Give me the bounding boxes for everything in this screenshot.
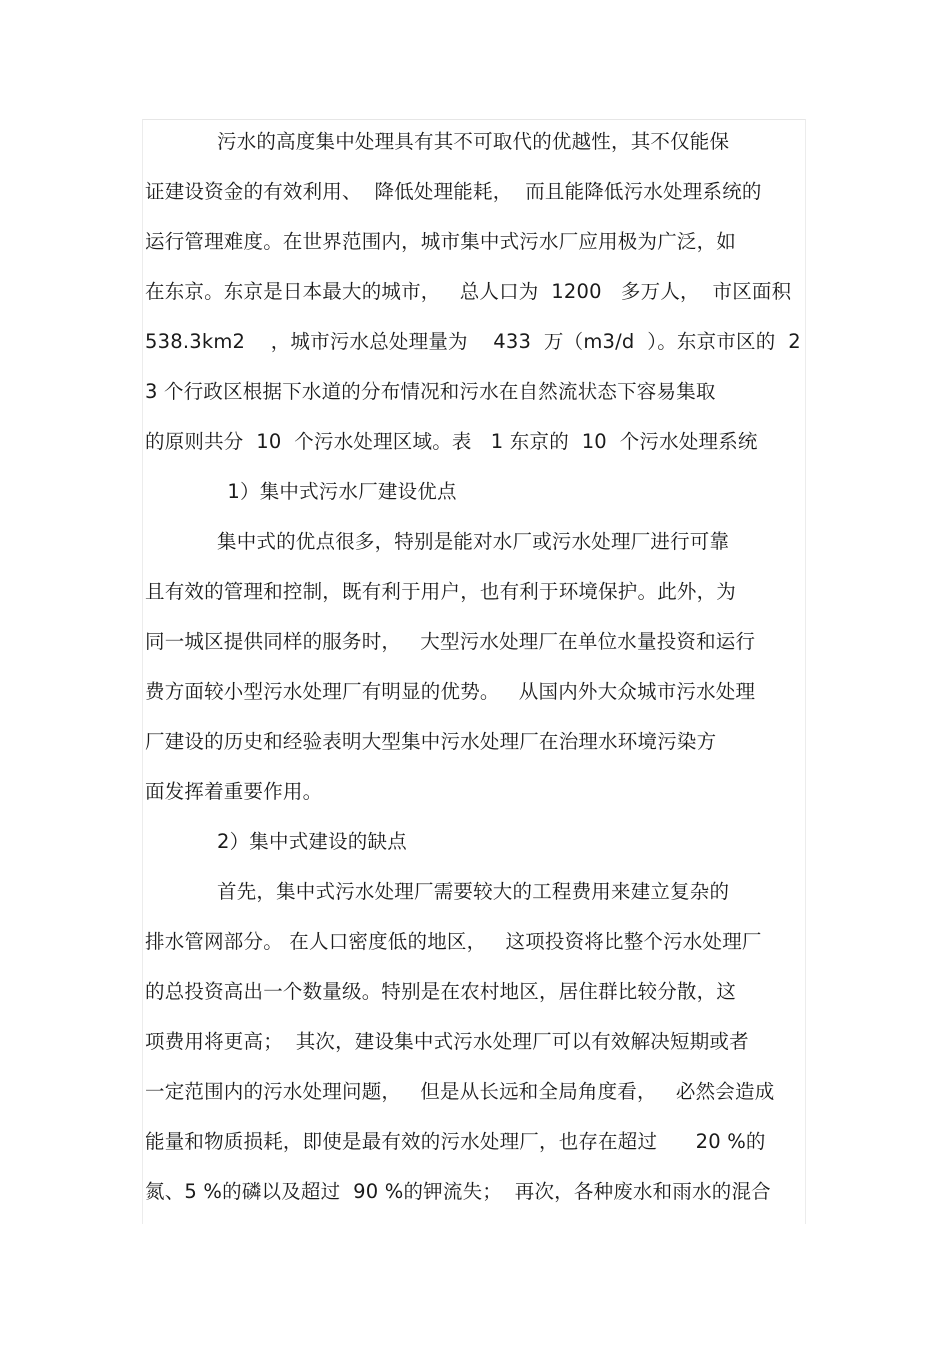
paragraph-line: 同一城区提供同样的服务时， 大型污水处理厂在单位水量投资和运行 — [145, 630, 756, 653]
paragraph-line: 的原则共分 10 个污水处理区域。表 1 东京的 10 个污水处理系统 — [145, 430, 758, 453]
paragraph-line: 证建设资金的有效利用、 降低处理能耗， 而且能降低污水处理系统的 — [145, 180, 762, 203]
section-heading: 1）集中式污水厂建设优点 — [221, 480, 457, 503]
section-heading: 2）集中式建设的缺点 — [217, 830, 407, 853]
paragraph-line: 污水的高度集中处理具有其不可取代的优越性，其不仅能保 — [217, 130, 730, 153]
paragraph-line: 运行管理难度。在世界范围内，城市集中式污水厂应用极为广泛，如 — [145, 230, 737, 253]
paragraph-line: 氮、5 %的磷以及超过 90 %的钾流失； 再次，各种废水和雨水的混合 — [145, 1180, 771, 1203]
paragraph-line: 集中式的优点很多，特别是能对水厂或污水处理厂进行可靠 — [217, 530, 730, 553]
paragraph-line: 且有效的管理和控制，既有利于用户，也有利于环境保护。此外，为 — [145, 580, 737, 603]
paragraph-line: 在东京。东京是日本最大的城市， 总人口为 1200 多万人， 市区面积 — [145, 280, 792, 303]
paragraph-line: 首先，集中式污水处理厂需要较大的工程费用来建立复杂的 — [217, 880, 730, 903]
paragraph-line: 费方面较小型污水处理厂有明显的优势。 从国内外大众城市污水处理 — [145, 680, 756, 703]
paragraph-line: 一定范围内的污水处理问题， 但是从长远和全局角度看， 必然会造成 — [145, 1080, 775, 1103]
paragraph-line: 能量和物质损耗，即使是最有效的污水处理厂，也存在超过 20 %的 — [145, 1130, 766, 1153]
document-body — [145, 123, 810, 1223]
paragraph-line: 3 个行政区根据下水道的分布情况和污水在自然流状态下容易集取 — [145, 380, 716, 403]
paragraph-line: 538.3km2 ，城市污水总处理量为 433 万（m3/d ）。东京市区的 2 — [145, 330, 801, 353]
paragraph-line: 项费用将更高； 其次，建设集中式污水处理厂可以有效解决短期或者 — [145, 1030, 749, 1053]
paragraph-line: 面发挥着重要作用。 — [145, 780, 323, 803]
paragraph-line: 的总投资高出一个数量级。特别是在农村地区，居住群比较分散，这 — [145, 980, 737, 1003]
paragraph-line: 排水管网部分。 在人口密度低的地区， 这项投资将比整个污水处理厂 — [145, 930, 762, 953]
paragraph-line: 厂建设的历史和经验表明大型集中污水处理厂在治理水环境污染方 — [145, 730, 717, 753]
